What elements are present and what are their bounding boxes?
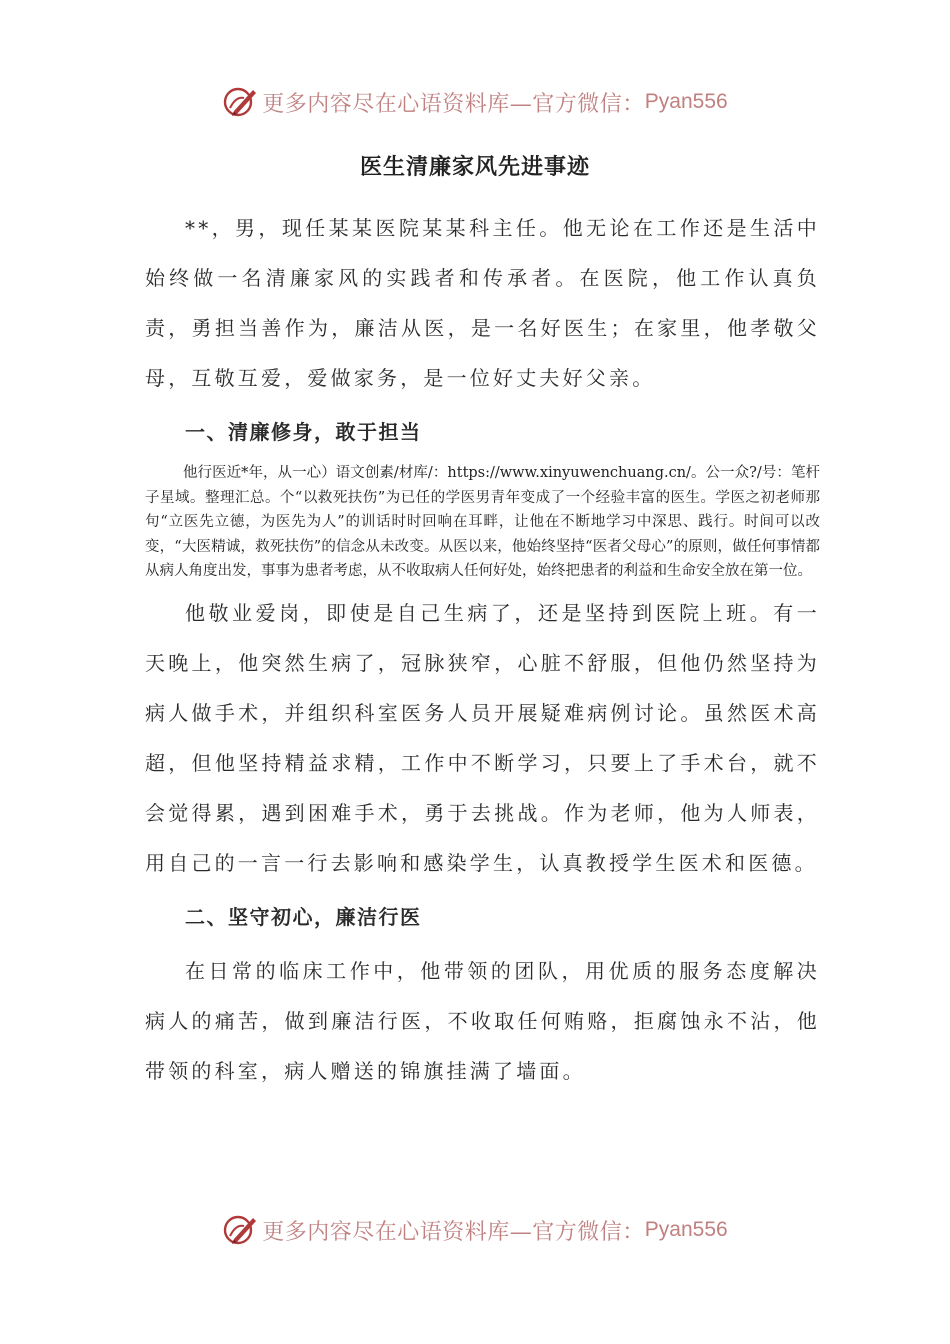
pen-logo-icon	[222, 84, 258, 120]
banner-wechat-id: Pyan556	[644, 90, 728, 113]
document-body	[145, 203, 820, 1096]
section-1-paragraph: 他敬业爱岗，即使是自己生病了，还是坚持到医院上班。有一天晚上，他突然生病了，冠脉狭窄，心脏不舒服，但他仍然坚持为病人做手术，并组织科室医务人员开展疑难病例讨论。虽然医术高超，但他坚持精益求精，工作中不断学习，只要上了手术台，就不会觉得累，遇到困难手术，勇于去挑战。作为老师，他为人师表，用自己的一言一行去影响和感染学生，认真教授学生医术和医德。	[145, 600, 820, 875]
header-banner	[0, 78, 950, 126]
banner-text: 更多内容尽在心语资料库—官方微信：	[262, 91, 645, 117]
banner-text: 更多内容尽在心语资料库—官方微信：	[262, 1219, 645, 1245]
footer-banner	[0, 1206, 950, 1254]
section-2-heading: 二、坚守初心，廉洁行医	[185, 904, 422, 929]
intro-paragraph: **，男，现任某某医院某某科主任。他无论在工作还是生活中始终做一名清廉家风的实践者和传承者。在医院，他工作认真负责，勇担当善作为，廉洁从医，是一名好医生；在家里，他孝敬父母，互敬互爱，爱做家务，是一位好丈夫好父亲。	[145, 216, 820, 390]
section-2-paragraph: 在日常的临床工作中，他带领的团队，用优质的服务态度解决病人的痛苦，做到廉洁行医，不收取任何贿赂，拒腐蚀永不沾，他带领的科室，病人赠送的锦旗挂满了墙面。	[145, 958, 820, 1083]
pen-logo-icon	[222, 1212, 258, 1248]
document-title: 医生清廉家风先进事迹	[359, 155, 590, 180]
section-1-small-paragraph: 他行医近*年，从一心）语文创素/材库/：https://www.xinyuwenchuang.cn/。公一众?/号：笔杆子星域。整理汇总。个“以救死扶伤”为已任的学医男青年变成了一个经验丰富的医生。学医之初老师那句“立医先立德，为医先为人”的训话时时回响在耳畔，让他在不断地学习中深思、践行。时间可以改变，“大医精诚，救死扶伤”的信念从未改变。从医以来，他始终坚持“医者父母心”的原则，做任何事情都从病人角度出发，事事为患者考虑，从不收取病人任何好处，始终把患者的利益和生命安全放在第一位。	[145, 465, 820, 579]
banner-wechat-id: Pyan556	[644, 1218, 728, 1241]
section-1-heading: 一、清廉修身，敢于担当	[185, 420, 422, 444]
